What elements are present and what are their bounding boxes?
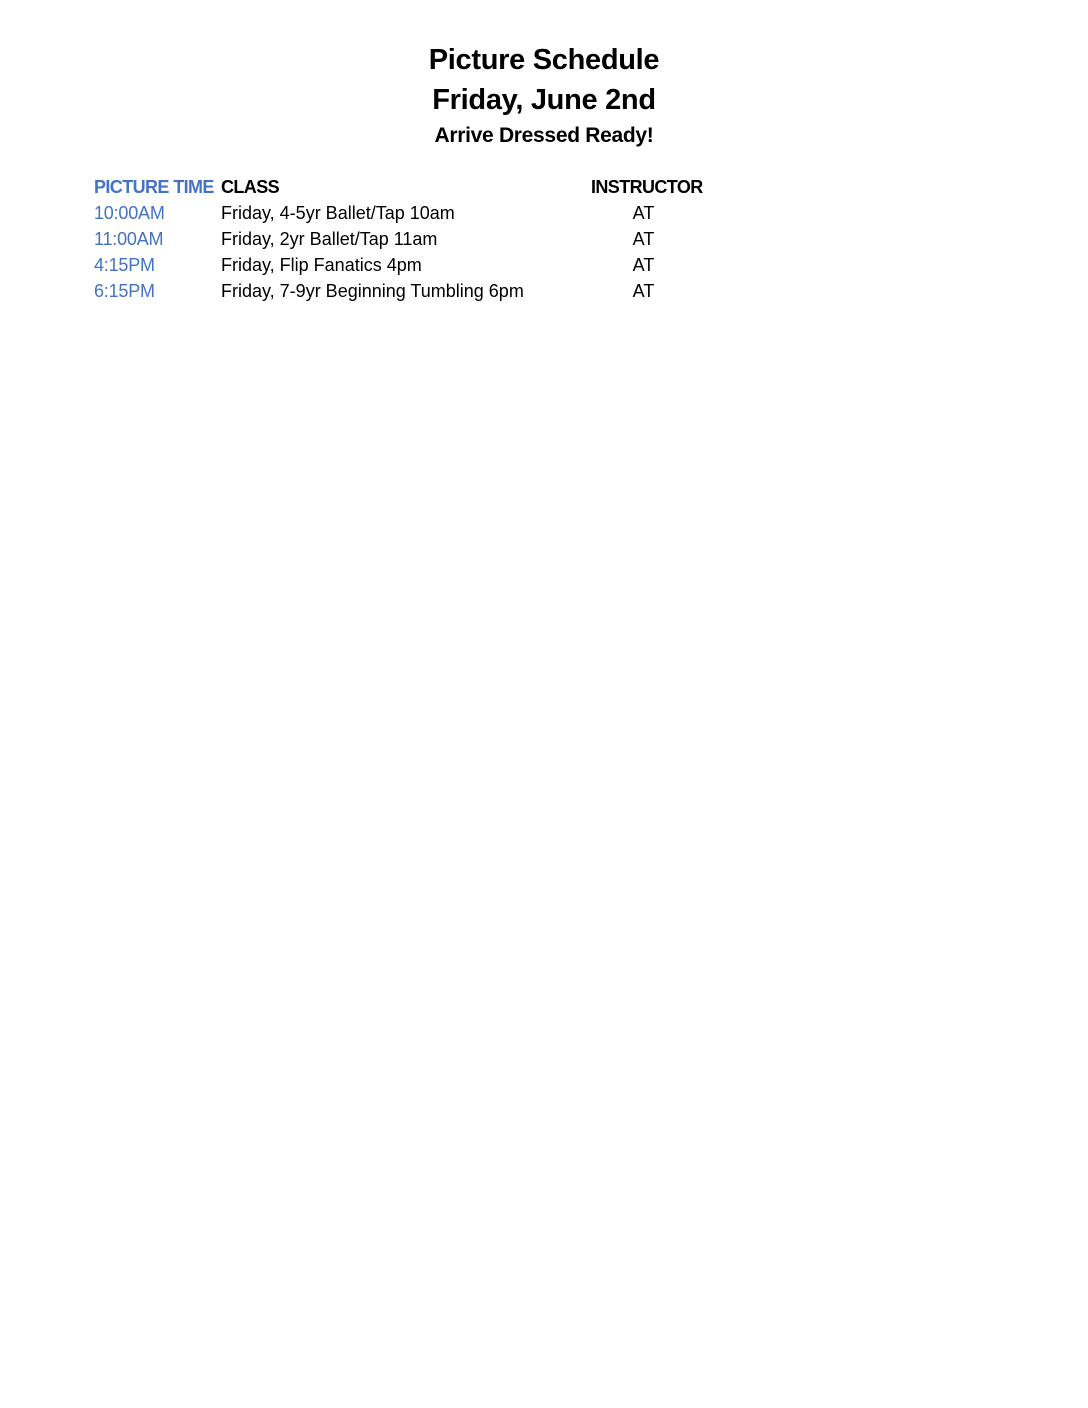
table-header-row <box>94 174 794 200</box>
header-class: CLASS <box>221 177 280 197</box>
header-picture-time: PICTURE TIME <box>94 177 214 197</box>
row-class: Friday, 4-5yr Ballet/Tap 10am <box>221 203 455 223</box>
row-picture-time: 10:00AM <box>94 203 165 223</box>
table-row <box>94 252 794 278</box>
page-title: Picture Schedule <box>428 44 660 76</box>
header-instructor: INSTRUCTOR <box>591 177 703 197</box>
row-class: Friday, Flip Fanatics 4pm <box>221 255 422 275</box>
row-picture-time: 6:15PM <box>94 281 155 301</box>
table-row <box>94 200 794 226</box>
row-instructor: AT <box>632 229 655 249</box>
row-picture-time: 4:15PM <box>94 255 155 275</box>
page-subtitle: Friday, June 2nd <box>432 84 656 116</box>
row-instructor: AT <box>632 255 655 275</box>
row-instructor: AT <box>632 203 655 223</box>
table-row <box>94 278 794 304</box>
row-picture-time: 11:00AM <box>94 229 164 249</box>
picture-schedule-table <box>94 174 794 304</box>
row-instructor: AT <box>632 281 655 301</box>
row-class: Friday, 7-9yr Beginning Tumbling 6pm <box>221 281 524 301</box>
table-row <box>94 226 794 252</box>
row-class: Friday, 2yr Ballet/Tap 11am <box>221 229 438 249</box>
dress-note: Arrive Dressed Ready! <box>434 124 654 147</box>
